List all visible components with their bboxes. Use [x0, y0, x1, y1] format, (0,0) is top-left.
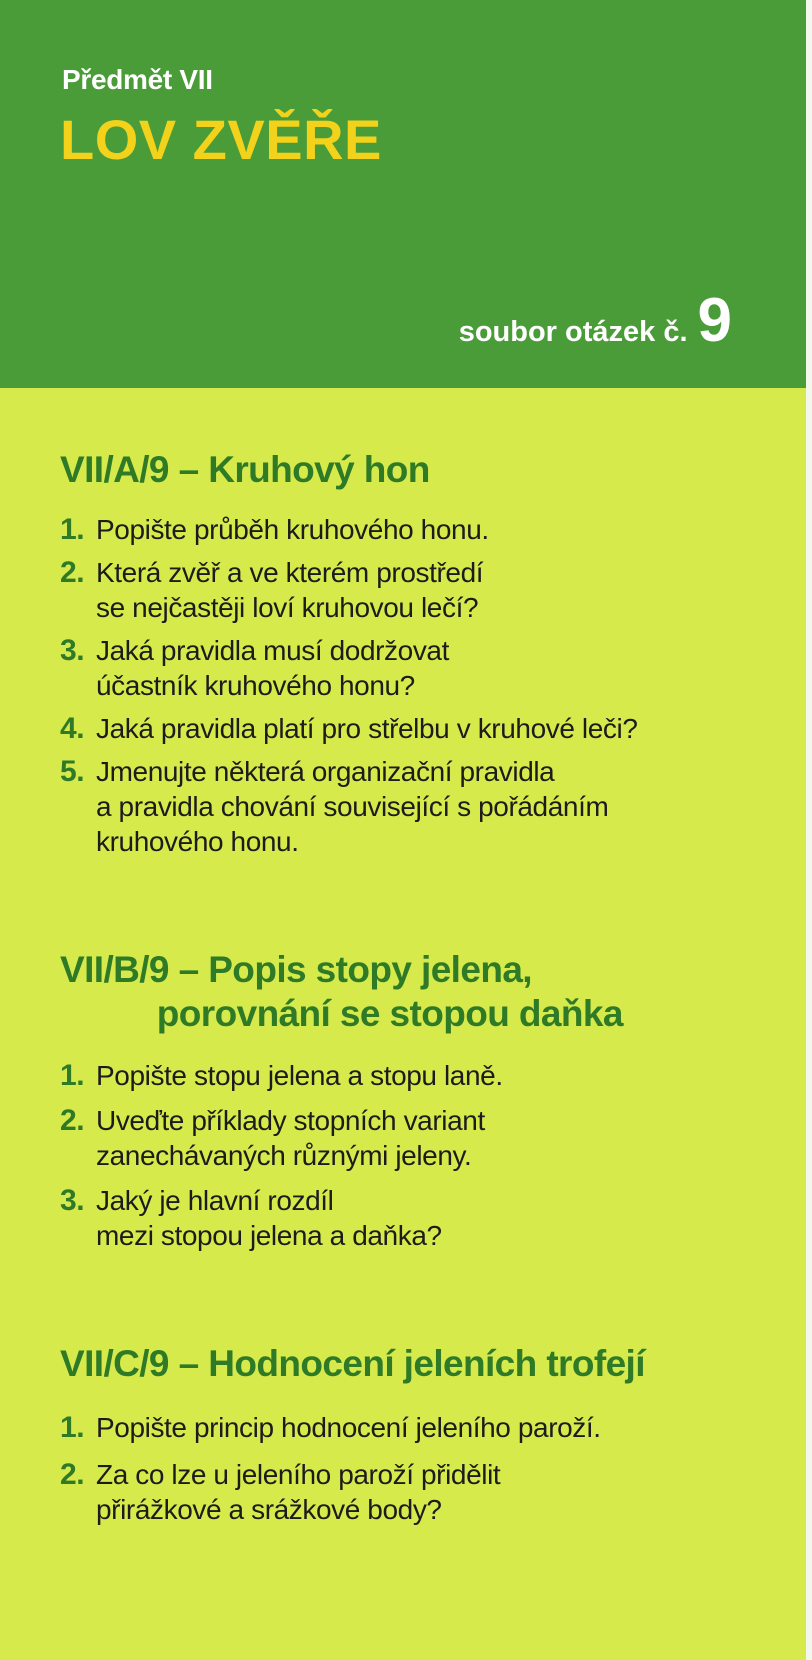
section-b: [60, 948, 623, 1253]
question-text: Jmenujte některá organizační pravidla a pravidla chování související s pořádáním kruhového honu.: [96, 756, 609, 857]
question-text: Jaká pravidla platí pro střelbu v kruhové leči?: [96, 713, 638, 744]
question-text: Jaký je hlavní rozdíl mezi stopou jelena a daňka?: [96, 1185, 442, 1251]
set-label: soubor otázek č.: [458, 316, 688, 348]
question-text: Která zvěř a ve kterém prostředí se nejčastěji loví kruhovou lečí?: [96, 557, 484, 623]
section-c: [60, 1342, 645, 1527]
section-title: VII/A/9 – Kruhový hon: [60, 449, 430, 490]
question-number: 3.: [60, 634, 85, 667]
question-item: [60, 1457, 645, 1527]
question-text: Popište průběh kruhového honu.: [96, 514, 489, 545]
question-text: Za co lze u jeleního paroží přidělit přirážkové a srážkové body?: [96, 1459, 501, 1525]
question-item: [60, 555, 638, 625]
question-number: 2.: [60, 1104, 85, 1137]
question-list: [60, 1058, 623, 1253]
question-list: [60, 512, 638, 859]
question-text: Uveďte příklady stopních variant zanechávaných různými jeleny.: [96, 1105, 485, 1171]
question-number: 2.: [60, 1458, 85, 1491]
section-a: [60, 448, 638, 859]
question-number: 1.: [60, 1411, 85, 1444]
question-number: 1.: [60, 1059, 85, 1092]
question-set-indicator: [458, 286, 732, 355]
question-number: 1.: [60, 513, 85, 546]
question-number: 3.: [60, 1184, 85, 1217]
subject-label: Předmět VII: [62, 64, 213, 95]
page-edge: [806, 0, 812, 1660]
question-number: 5.: [60, 755, 85, 788]
question-list: [60, 1410, 645, 1527]
question-text: Popište stopu jelena a stopu laně.: [96, 1060, 503, 1091]
section-title: VII/B/9 – Popis stopy jelena, porovnání se stopou daňka: [60, 949, 623, 1034]
question-item: [60, 754, 638, 859]
question-item: [60, 1058, 623, 1093]
section-title: VII/C/9 – Hodnocení jeleních trofejí: [60, 1343, 645, 1384]
main-title: LOV ZVĚŘE: [60, 108, 382, 171]
question-item: [60, 1410, 645, 1445]
question-text: Jaká pravidla musí dodržovat účastník kruhového honu?: [96, 635, 449, 701]
set-number: 9: [697, 286, 732, 355]
question-item: [60, 1183, 623, 1253]
question-item: [60, 1103, 623, 1173]
question-item: [60, 512, 638, 547]
question-item: [60, 633, 638, 703]
header-band: [0, 0, 806, 388]
question-number: 2.: [60, 556, 85, 589]
question-text: Popište princip hodnocení jeleního paroží.: [96, 1412, 601, 1443]
question-number: 4.: [60, 712, 85, 745]
question-item: [60, 711, 638, 746]
